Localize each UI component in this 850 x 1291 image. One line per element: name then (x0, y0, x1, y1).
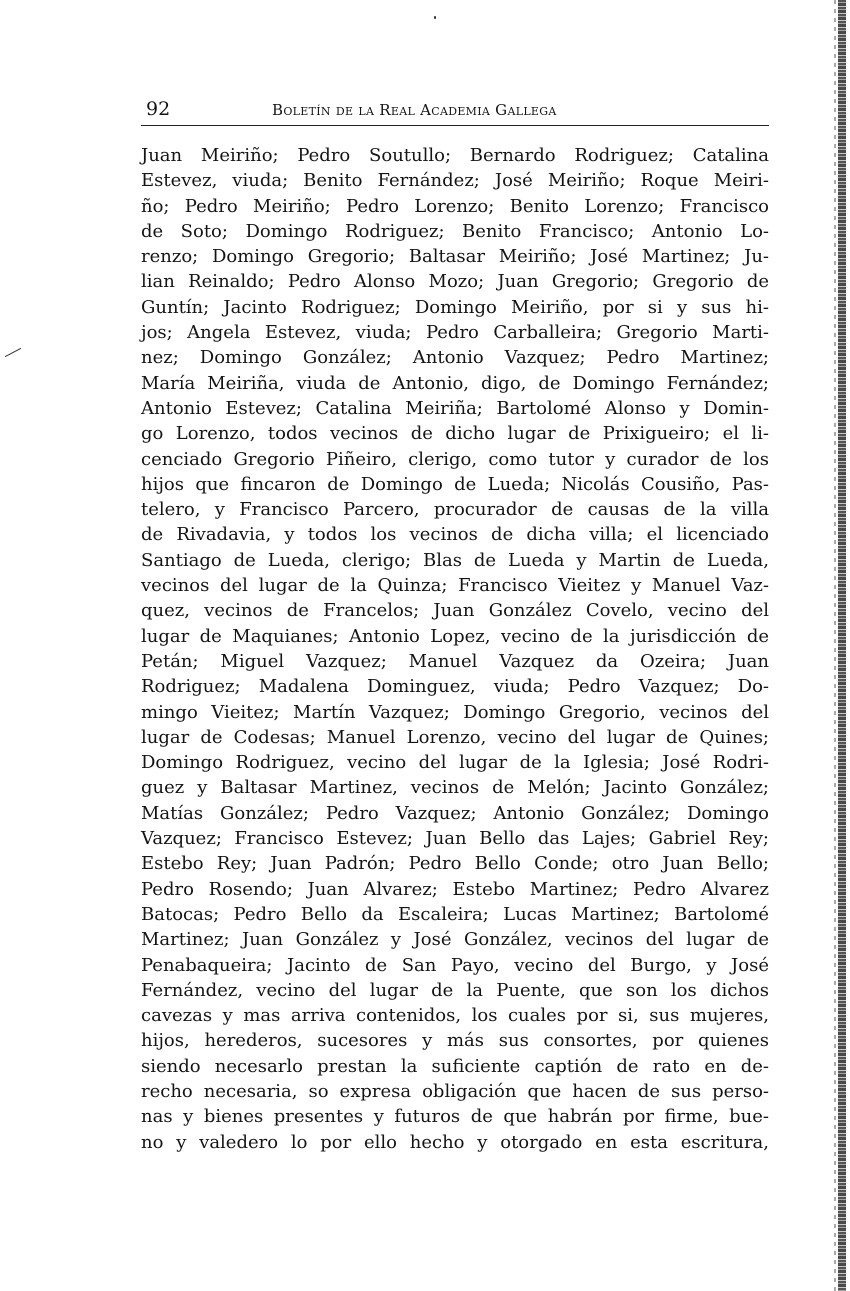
text-line: lugar de Maquianes; Antonio Lopez, vecino de la jurisdicción de (141, 625, 769, 647)
text-line: Batocas; Pedro Bello da Escaleira; Lucas Martinez; Bartolomé (141, 903, 769, 925)
text-line: no y valedero lo por ello hecho y otorgado en esta escritura, (141, 1131, 769, 1153)
text-line: go Lorenzo, todos vecinos de dicho lugar de Prixigueiro; el li- (141, 423, 769, 445)
text-line: mingo Vieitez; Martín Vazquez; Domingo Gregorio, vecinos del (141, 701, 769, 723)
text-line: hijos que fincaron de Domingo de Lueda; Nicolás Cousiño, Pas- (141, 473, 769, 495)
text-line: Martinez; Juan González y José González, vecinos del lugar de (141, 929, 769, 951)
text-line: lugar de Codesas; Manuel Lorenzo, vecino del lugar de Quines; (141, 726, 769, 748)
page-edge-border (838, 0, 846, 1291)
text-line: vecinos del lugar de la Quinza; Francisco Vieitez y Manuel Vaz- (141, 575, 769, 597)
text-line: Petán; Miguel Vazquez; Manuel Vazquez da Ozeira; Juan (141, 650, 769, 672)
text-line: cenciado Gregorio Piñeiro, clerigo, como tutor y curador de los (141, 448, 769, 470)
text-line: Guntín; Jacinto Rodriguez; Domingo Meiriño, por si y sus hi- (141, 296, 769, 318)
text-line: de Soto; Domingo Rodriguez; Benito Francisco; Antonio Lo- (141, 220, 769, 242)
text-line: cavezas y mas arriva contenidos, los cuales por si, sus mujeres, (141, 1005, 769, 1027)
text-line: Rodriguez; Madalena Dominguez, viuda; Pedro Vazquez; Do- (141, 676, 769, 698)
page-number: 92 (146, 98, 171, 120)
text-line: nas y bienes presentes y futuros de que habrán por firme, bue- (141, 1106, 769, 1128)
text-line: Fernández, vecino del lugar de la Puente, que son los dichos (141, 979, 769, 1001)
margin-mark (5, 348, 21, 357)
text-line: siendo necesarlo prestan la suficiente captión de rato en de- (141, 1055, 769, 1077)
text-line: quez, vecinos de Francelos; Juan González Covelo, vecino del (141, 600, 769, 622)
text-line: guez y Baltasar Martinez, vecinos de Melón; Jacinto González; (141, 777, 769, 799)
scan-speck (434, 16, 436, 19)
header-rule (141, 125, 769, 126)
text-line: Vazquez; Francisco Estevez; Juan Bello das Lajes; Gabriel Rey; (141, 828, 769, 850)
text-line: Estevez, viuda; Benito Fernández; José Meiriño; Roque Meiri- (141, 170, 769, 192)
text-line: Matías González; Pedro Vazquez; Antonio González; Domingo (141, 802, 769, 824)
text-line: Juan Meiriño; Pedro Soutullo; Bernardo Rodriguez; Catalina (141, 145, 769, 166)
text-line: Estebo Rey; Juan Padrón; Pedro Bello Conde; otro Juan Bello; (141, 853, 769, 875)
page-edge-shadow (834, 0, 836, 1291)
text-line: renzo; Domingo Gregorio; Baltasar Meiriño; José Martinez; Ju- (141, 246, 769, 268)
text-line: Antonio Estevez; Catalina Meiriña; Bartolomé Alonso y Domin- (141, 397, 769, 419)
text-line: Pedro Rosendo; Juan Alvarez; Estebo Martinez; Pedro Alvarez (141, 878, 769, 900)
text-line: recho necesaria, so expresa obligación que hacen de sus perso- (141, 1080, 769, 1102)
text-line: hijos, herederos, sucesores y más sus consortes, por quienes (141, 1030, 769, 1052)
text-line: telero, y Francisco Parcero, procurador de causas de la villa (141, 499, 769, 521)
body-text (141, 143, 769, 1155)
text-line: de Rivadavia, y todos los vecinos de dicha villa; el licenciado (141, 524, 769, 546)
running-title: Boletín de la Real Academia Gallega (272, 101, 557, 119)
text-line: jos; Angela Estevez, viuda; Pedro Carballeira; Gregorio Marti- (141, 322, 769, 344)
text-line: Santiago de Lueda, clerigo; Blas de Lueda y Martin de Lueda, (141, 549, 769, 571)
text-line: María Meiriña, viuda de Antonio, digo, de Domingo Fernández; (141, 372, 769, 394)
text-line: lian Reinaldo; Pedro Alonso Mozo; Juan Gregorio; Gregorio de (141, 271, 769, 293)
text-line: Domingo Rodriguez, vecino del lugar de la Iglesia; José Rodri- (141, 752, 769, 774)
text-line: ño; Pedro Meiriño; Pedro Lorenzo; Benito Lorenzo; Francisco (141, 195, 769, 217)
text-line: Penabaqueira; Jacinto de San Payo, vecino del Burgo, y José (141, 954, 769, 976)
text-line: nez; Domingo González; Antonio Vazquez; Pedro Martinez; (141, 347, 769, 369)
